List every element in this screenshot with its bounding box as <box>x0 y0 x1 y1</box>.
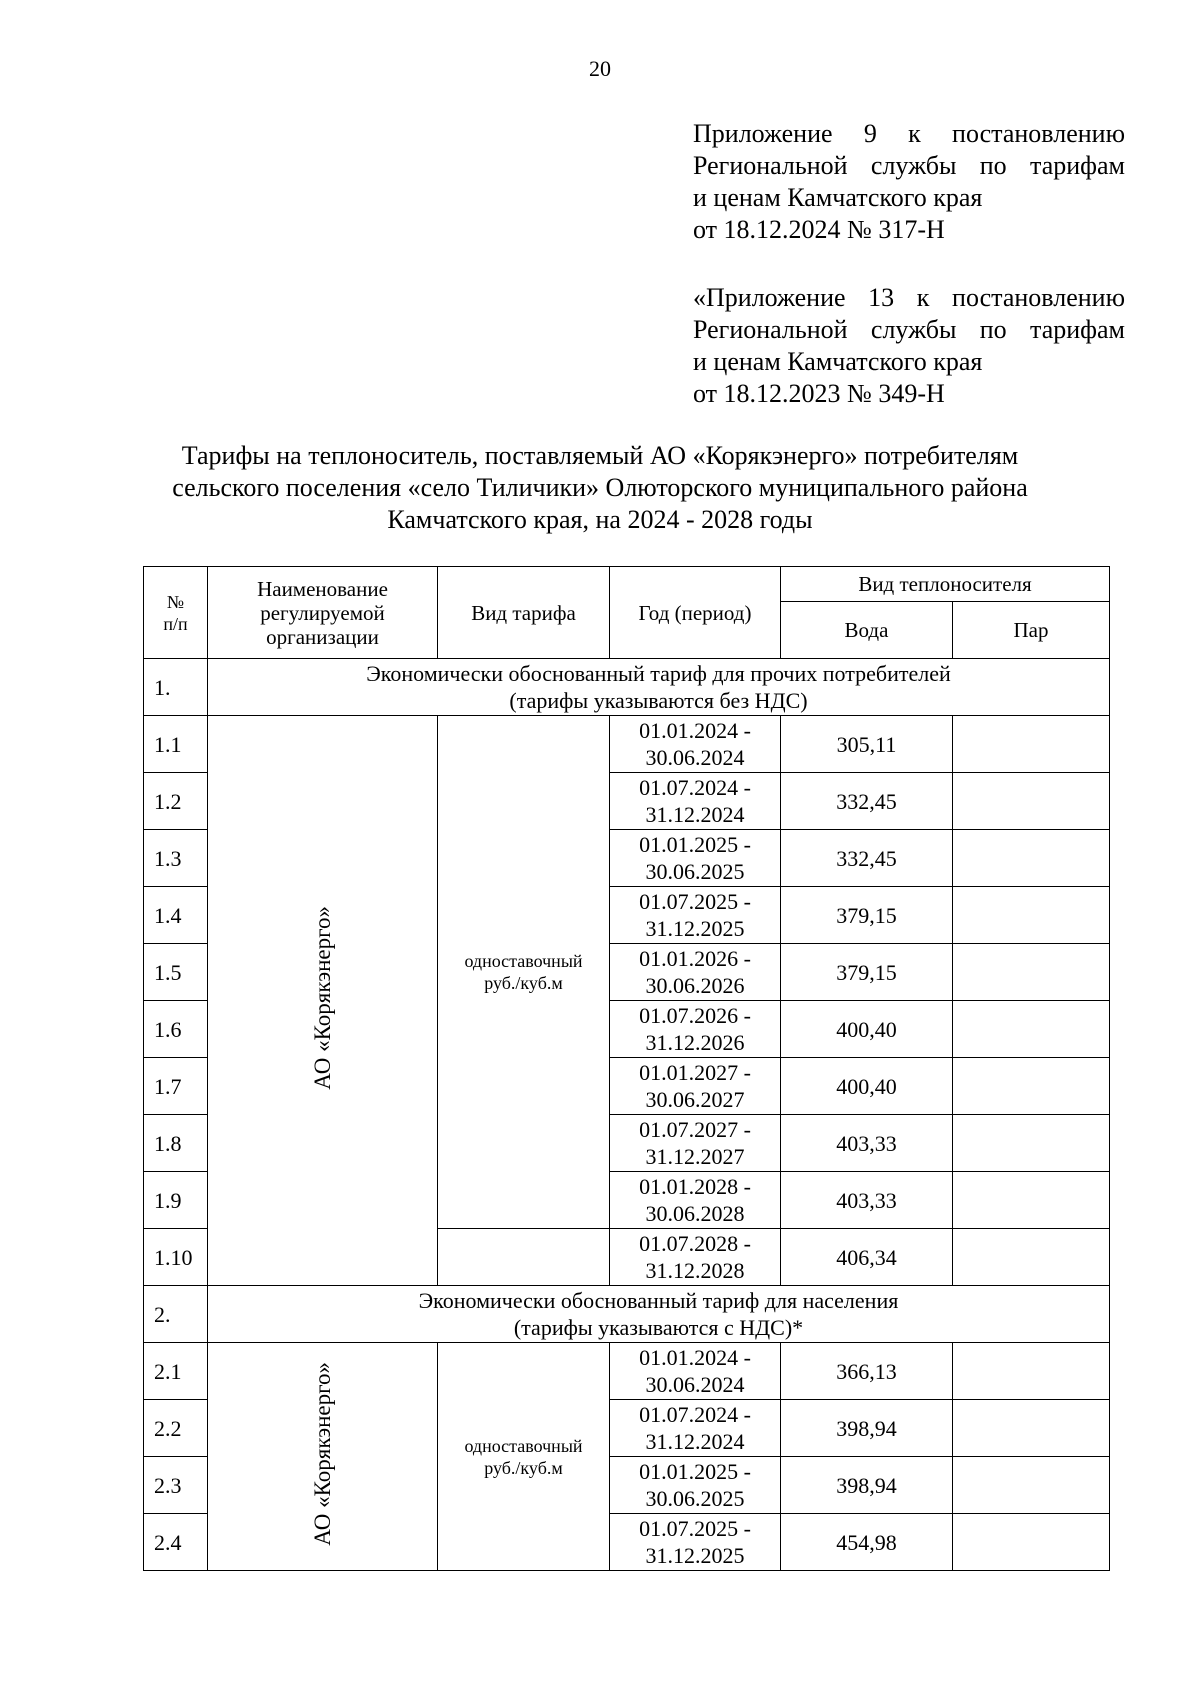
water-tariff-value: 406,34 <box>781 1229 953 1286</box>
period-from: 01.07.2027 - <box>639 1117 751 1142</box>
period-from: 01.07.2026 - <box>639 1003 751 1028</box>
period-from: 01.07.2024 - <box>639 775 751 800</box>
section-title-line: (тарифы указываются без НДС) <box>509 688 808 713</box>
row-number: 1.5 <box>144 944 208 1001</box>
period-from: 01.01.2024 - <box>639 1345 751 1370</box>
period-to: 31.12.2028 <box>645 1258 745 1283</box>
period-cell <box>610 944 781 1001</box>
row-number: 1.4 <box>144 887 208 944</box>
period-from: 01.07.2025 - <box>639 889 751 914</box>
section-title-line: (тарифы указываются с НДС)* <box>513 1315 804 1340</box>
period-cell <box>610 887 781 944</box>
row-number: 1.9 <box>144 1172 208 1229</box>
period-cell <box>610 1001 781 1058</box>
header-num: № п/п <box>144 567 208 659</box>
water-tariff-value: 379,15 <box>781 944 953 1001</box>
header-period: Год (период) <box>610 567 781 659</box>
period-to: 30.06.2025 <box>645 859 745 884</box>
tariff-table-wrapper <box>143 566 1110 1571</box>
annex-1-line: Приложение 9 к постановлению <box>693 119 1125 148</box>
steam-tariff-value <box>953 1457 1110 1514</box>
steam-tariff-value <box>953 1343 1110 1400</box>
water-tariff-value: 398,94 <box>781 1457 953 1514</box>
water-tariff-value: 400,40 <box>781 1001 953 1058</box>
tariff-type-cell <box>438 716 610 1229</box>
document-title <box>130 440 1070 536</box>
section-number: 1. <box>144 659 208 716</box>
row-number: 1.7 <box>144 1058 208 1115</box>
section-title <box>208 659 1110 716</box>
water-tariff-value: 403,33 <box>781 1115 953 1172</box>
annex-1-line: Региональной службы по тарифам <box>693 151 1125 180</box>
row-number: 2.2 <box>144 1400 208 1457</box>
period-cell <box>610 1400 781 1457</box>
annex-reference-current <box>693 118 1125 246</box>
water-tariff-value: 403,33 <box>781 1172 953 1229</box>
section-row <box>144 1286 1110 1343</box>
section-title-line: Экономически обоснованный тариф для прочих потребителей <box>366 661 951 686</box>
annex-1-line: от 18.12.2024 № 317-Н <box>693 215 945 244</box>
period-from: 01.01.2025 - <box>639 1459 751 1484</box>
period-cell <box>610 1115 781 1172</box>
annex-2-line: и ценам Камчатского края <box>693 347 983 376</box>
row-number: 1.10 <box>144 1229 208 1286</box>
steam-tariff-value <box>953 1001 1110 1058</box>
water-tariff-value: 332,45 <box>781 773 953 830</box>
period-to: 30.06.2028 <box>645 1201 745 1226</box>
period-from: 01.01.2026 - <box>639 946 751 971</box>
period-to: 30.06.2025 <box>645 1486 745 1511</box>
organization-name: АО «Корякэнерго» <box>310 905 335 1090</box>
row-number: 2.3 <box>144 1457 208 1514</box>
organization-cell <box>208 716 438 1286</box>
annex-reference-amended <box>693 282 1125 410</box>
row-number: 2.4 <box>144 1514 208 1571</box>
steam-tariff-value <box>953 1514 1110 1571</box>
annex-1-line: и ценам Камчатского края <box>693 183 983 212</box>
water-tariff-value: 400,40 <box>781 1058 953 1115</box>
section-title-line: Экономически обоснованный тариф для населения <box>418 1288 899 1313</box>
tariff-type-line: одноставочный <box>464 951 583 971</box>
tariff-type-empty-cell <box>438 1229 610 1286</box>
steam-tariff-value <box>953 1229 1110 1286</box>
water-tariff-value: 332,45 <box>781 830 953 887</box>
steam-tariff-value <box>953 1115 1110 1172</box>
period-from: 01.01.2024 - <box>639 718 751 743</box>
table-row <box>144 716 1110 773</box>
row-number: 1.6 <box>144 1001 208 1058</box>
steam-tariff-value <box>953 1172 1110 1229</box>
steam-tariff-value <box>953 944 1110 1001</box>
period-to: 31.12.2027 <box>645 1144 745 1169</box>
period-from: 01.07.2028 - <box>639 1231 751 1256</box>
tariff-unit-line: руб./куб.м <box>484 1457 563 1478</box>
water-tariff-value: 454,98 <box>781 1514 953 1571</box>
organization-name: АО «Корякэнерго» <box>310 1361 335 1546</box>
water-tariff-value: 398,94 <box>781 1400 953 1457</box>
period-cell <box>610 716 781 773</box>
steam-tariff-value <box>953 1400 1110 1457</box>
tariff-unit-line: руб./куб.м <box>484 973 563 993</box>
period-cell <box>610 1172 781 1229</box>
row-number: 1.1 <box>144 716 208 773</box>
period-cell <box>610 1514 781 1571</box>
row-number: 2.1 <box>144 1343 208 1400</box>
section-title <box>208 1286 1110 1343</box>
period-to: 30.06.2027 <box>645 1087 745 1112</box>
period-cell <box>610 1343 781 1400</box>
header-water: Вода <box>781 602 953 659</box>
steam-tariff-value <box>953 887 1110 944</box>
title-line: Камчатского края, на 2024 - 2028 годы <box>387 505 813 534</box>
period-cell <box>610 773 781 830</box>
period-from: 01.01.2028 - <box>639 1174 751 1199</box>
water-tariff-value: 305,11 <box>781 716 953 773</box>
row-number: 1.8 <box>144 1115 208 1172</box>
period-to: 31.12.2025 <box>645 916 745 941</box>
period-to: 30.06.2024 <box>645 745 745 770</box>
organization-cell <box>208 1343 438 1571</box>
steam-tariff-value <box>953 830 1110 887</box>
header-carrier: Вид теплоносителя <box>781 567 1110 602</box>
period-to: 30.06.2026 <box>645 973 745 998</box>
row-number: 1.2 <box>144 773 208 830</box>
period-from: 01.01.2025 - <box>639 832 751 857</box>
section-number: 2. <box>144 1286 208 1343</box>
tariff-type-line: одноставочный <box>464 1435 583 1456</box>
period-to: 31.12.2026 <box>645 1030 745 1055</box>
annex-2-line: Региональной службы по тарифам <box>693 315 1125 344</box>
steam-tariff-value <box>953 773 1110 830</box>
period-from: 01.07.2025 - <box>639 1516 751 1541</box>
tariff-table <box>143 566 1110 1571</box>
period-from: 01.01.2027 - <box>639 1060 751 1085</box>
annex-2-line: от 18.12.2023 № 349-Н <box>693 379 945 408</box>
title-line: Тарифы на теплоноситель, поставляемый АО «Корякэнерго» потребителям <box>181 441 1019 470</box>
table-row <box>144 1343 1110 1400</box>
period-cell <box>610 1229 781 1286</box>
period-to: 30.06.2024 <box>645 1372 745 1397</box>
header-steam: Пар <box>953 602 1110 659</box>
annex-2-line: «Приложение 13 к постановлению <box>693 283 1125 312</box>
page-number: 20 <box>589 56 611 81</box>
row-number: 1.3 <box>144 830 208 887</box>
period-cell <box>610 1457 781 1514</box>
period-from: 01.07.2024 - <box>639 1402 751 1427</box>
period-cell <box>610 830 781 887</box>
steam-tariff-value <box>953 1058 1110 1115</box>
header-tariff-type: Вид тарифа <box>438 567 610 659</box>
title-line: сельского поселения «село Тиличики» Олюторского муниципального района <box>172 473 1028 502</box>
period-cell <box>610 1058 781 1115</box>
section-row <box>144 659 1110 716</box>
period-to: 31.12.2025 <box>645 1543 745 1568</box>
period-to: 31.12.2024 <box>645 802 745 827</box>
water-tariff-value: 379,15 <box>781 887 953 944</box>
period-to: 31.12.2024 <box>645 1429 745 1454</box>
header-organization: Наименование регулируемой организации <box>208 567 438 659</box>
steam-tariff-value <box>953 716 1110 773</box>
tariff-type-cell <box>438 1343 610 1571</box>
water-tariff-value: 366,13 <box>781 1343 953 1400</box>
